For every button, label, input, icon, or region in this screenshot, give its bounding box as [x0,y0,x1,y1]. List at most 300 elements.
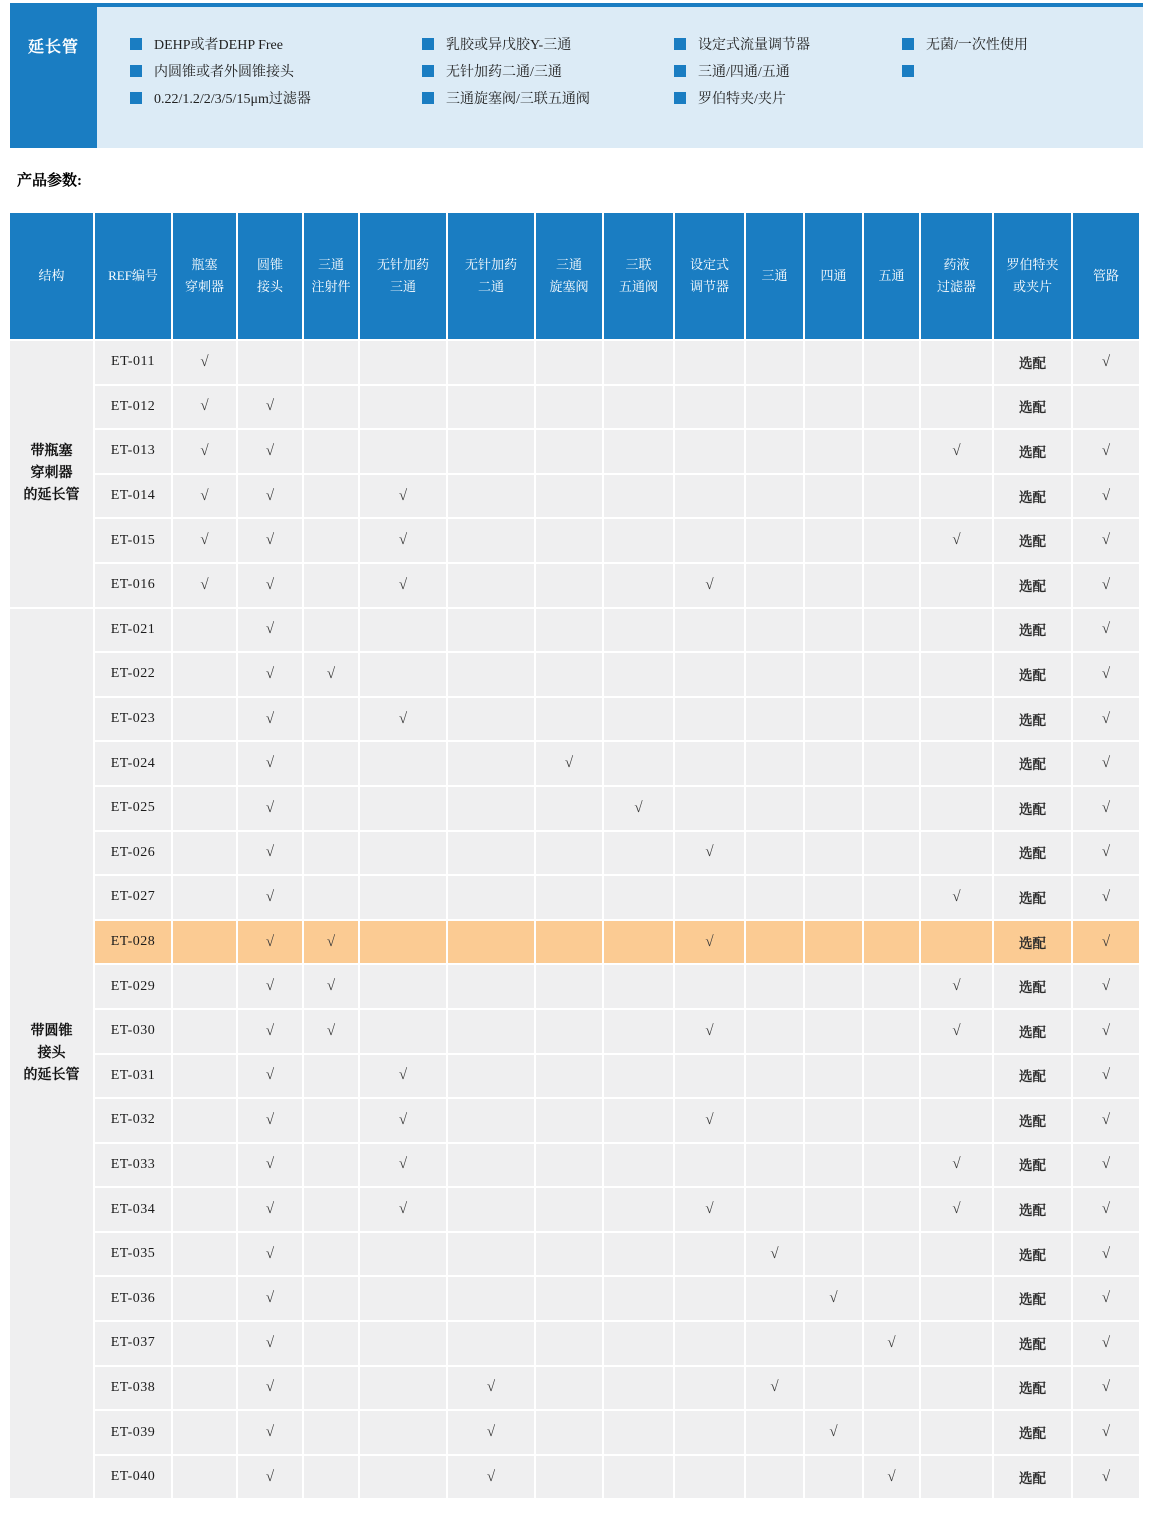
matrix-cell-regulator [675,1456,744,1499]
matrix-cell-cone [238,1010,302,1053]
check-mark: √ [1101,1022,1111,1039]
matrix-cell-piercer [173,1144,236,1187]
feature-bullet-label: DEHP或者DEHP Free [154,37,283,53]
matrix-cell-regulator [675,742,744,785]
table-row [10,1188,1139,1231]
matrix-cell-stopcock [536,609,602,652]
ref-code-cell: ET-012 [95,386,171,429]
feature-bullet [130,57,311,84]
matrix-cell-tubing [1073,1144,1139,1187]
column-header-tubing: 管路 [1073,213,1139,339]
matrix-cell-w3 [746,1277,803,1320]
check-mark: √ [1101,1379,1111,1396]
check-mark: √ [952,442,961,459]
matrix-cell-cone [238,1456,302,1499]
bullet-square-icon [674,38,686,50]
feature-bullet [674,57,810,84]
matrix-cell-filter [921,1411,992,1454]
matrix-cell-w4 [805,742,862,785]
check-mark: √ [265,532,275,549]
check-mark: √ [398,532,408,549]
matrix-cell-filter [921,1099,992,1142]
matrix-cell-regulator [675,341,744,384]
matrix-cell-tubing [1073,1010,1139,1053]
group-label-cell: 带瓶塞 穿刺器 的延长管 [10,341,93,607]
matrix-cell-w4 [805,1055,862,1098]
column-header-structure: 结构 [10,213,93,339]
table-row [10,1277,1139,1320]
table-row [10,1144,1139,1187]
check-mark: √ [1101,1201,1111,1218]
matrix-cell-cone [238,386,302,429]
matrix-cell-nf3 [360,1055,446,1098]
ref-code-cell: ET-035 [95,1233,171,1276]
check-mark: √ [705,1201,714,1218]
matrix-cell-filter [921,475,992,518]
matrix-cell-w4 [805,519,862,562]
feature-bullet-column [130,30,311,111]
check-mark: √ [326,1022,336,1039]
matrix-cell-stopcock [536,742,602,785]
check-mark: √ [265,442,275,459]
matrix-cell-nf3 [360,341,446,384]
matrix-cell-w5 [864,653,919,696]
matrix-cell-nf3 [360,1322,446,1365]
matrix-cell-clamp [994,1277,1071,1320]
ref-code-cell: ET-034 [95,1188,171,1231]
matrix-cell-piercer [173,519,236,562]
ref-code-cell: ET-016 [95,564,171,607]
table-row [10,564,1139,607]
check-mark: √ [265,844,275,861]
matrix-cell-regulator [675,386,744,429]
matrix-cell-w4 [805,1188,862,1231]
matrix-cell-injector [304,386,358,429]
matrix-cell-w3 [746,1456,803,1499]
check-mark: √ [265,621,275,638]
matrix-cell-regulator [675,1055,744,1098]
matrix-cell-w4 [805,832,862,875]
check-mark: √ [265,799,275,816]
matrix-cell-piercer [173,341,236,384]
check-mark: √ [705,933,714,950]
check-mark: √ [952,532,961,549]
matrix-cell-w3 [746,564,803,607]
matrix-cell-stopcock [536,787,602,830]
matrix-cell-nf2 [448,564,534,607]
matrix-cell-stopcock [536,1277,602,1320]
optional-label: 选配 [1019,1247,1046,1263]
ref-code-cell: ET-022 [95,653,171,696]
matrix-cell-tubing [1073,698,1139,741]
matrix-cell-clamp [994,1010,1071,1053]
matrix-cell-clamp [994,1322,1071,1365]
matrix-cell-nf2 [448,1055,534,1098]
matrix-cell-w4 [805,698,862,741]
optional-label: 选配 [1019,846,1046,862]
matrix-cell-filter [921,386,992,429]
table-row [10,475,1139,518]
check-mark: √ [398,710,408,727]
matrix-cell-triple5 [604,1010,673,1053]
matrix-cell-cone [238,1144,302,1187]
column-header-injector: 三通 注射件 [304,213,358,339]
table-row [10,742,1139,785]
matrix-cell-nf3 [360,742,446,785]
bullet-square-icon [422,92,434,104]
check-mark: √ [265,1379,275,1396]
matrix-cell-regulator [675,609,744,652]
matrix-cell-triple5 [604,653,673,696]
matrix-cell-triple5 [604,1055,673,1098]
optional-label: 选配 [1019,1024,1046,1040]
matrix-cell-nf2 [448,1233,534,1276]
matrix-cell-regulator [675,1233,744,1276]
optional-label: 选配 [1019,1336,1046,1352]
check-mark: √ [265,1201,275,1218]
ref-code-cell: ET-026 [95,832,171,875]
matrix-cell-piercer [173,1322,236,1365]
check-mark: √ [486,1379,496,1396]
optional-label: 选配 [1019,444,1046,460]
matrix-cell-piercer [173,876,236,919]
matrix-cell-cone [238,1322,302,1365]
check-mark: √ [265,398,275,415]
matrix-cell-w5 [864,1144,919,1187]
matrix-cell-piercer [173,1055,236,1098]
check-mark: √ [1101,844,1111,861]
matrix-cell-tubing [1073,921,1139,964]
matrix-cell-piercer [173,832,236,875]
matrix-cell-tubing [1073,1233,1139,1276]
matrix-cell-clamp [994,341,1071,384]
table-row [10,1055,1139,1098]
matrix-cell-filter [921,965,992,1008]
matrix-cell-nf2 [448,698,534,741]
column-header-nf2: 无针加药 二通 [448,213,534,339]
check-mark: √ [634,799,643,816]
bullet-square-icon [130,92,142,104]
check-mark: √ [265,1468,275,1485]
matrix-cell-nf2 [448,832,534,875]
matrix-cell-w5 [864,430,919,473]
matrix-cell-stopcock [536,1456,602,1499]
ref-code-cell: ET-028 [95,921,171,964]
optional-label: 选配 [1019,1113,1046,1129]
matrix-cell-nf3 [360,876,446,919]
matrix-cell-nf2 [448,965,534,1008]
matrix-cell-clamp [994,1144,1071,1187]
table-row [10,1456,1139,1499]
matrix-cell-cone [238,1188,302,1231]
matrix-cell-piercer [173,653,236,696]
matrix-cell-injector [304,698,358,741]
matrix-cell-injector [304,965,358,1008]
check-mark: √ [887,1334,896,1351]
matrix-cell-injector [304,876,358,919]
check-mark: √ [887,1468,896,1485]
optional-label: 选配 [1019,1069,1046,1085]
matrix-cell-w4 [805,1456,862,1499]
matrix-cell-injector [304,1099,358,1142]
matrix-cell-stopcock [536,519,602,562]
matrix-cell-piercer [173,965,236,1008]
matrix-cell-triple5 [604,609,673,652]
check-mark: √ [705,844,714,861]
matrix-cell-stopcock [536,832,602,875]
matrix-cell-cone [238,876,302,919]
check-mark: √ [1101,1245,1111,1262]
group-label-cell: 带圆锥 接头 的延长管 [10,609,93,1499]
matrix-cell-filter [921,832,992,875]
matrix-cell-tubing [1073,1411,1139,1454]
check-mark: √ [1101,755,1111,772]
matrix-cell-w5 [864,1411,919,1454]
matrix-cell-injector [304,1277,358,1320]
matrix-cell-triple5 [604,921,673,964]
matrix-cell-triple5 [604,1456,673,1499]
matrix-cell-piercer [173,1456,236,1499]
matrix-cell-tubing [1073,653,1139,696]
matrix-cell-w3 [746,742,803,785]
matrix-cell-cone [238,430,302,473]
matrix-cell-nf3 [360,653,446,696]
column-header-ref: REF编号 [95,213,171,339]
matrix-cell-nf2 [448,921,534,964]
matrix-cell-filter [921,1456,992,1499]
matrix-cell-piercer [173,609,236,652]
check-mark: √ [265,487,275,504]
column-header-piercer: 瓶塞 穿刺器 [173,213,236,339]
matrix-cell-nf3 [360,787,446,830]
matrix-cell-tubing [1073,609,1139,652]
matrix-cell-regulator [675,1010,744,1053]
matrix-cell-w3 [746,653,803,696]
matrix-cell-triple5 [604,698,673,741]
matrix-cell-w3 [746,1188,803,1231]
matrix-cell-w4 [805,475,862,518]
check-mark: √ [952,1156,961,1173]
matrix-cell-stopcock [536,1099,602,1142]
matrix-cell-clamp [994,1188,1071,1231]
check-mark: √ [952,1201,961,1218]
matrix-cell-triple5 [604,965,673,1008]
matrix-cell-clamp [994,475,1071,518]
check-mark: √ [705,576,714,593]
matrix-cell-nf2 [448,341,534,384]
matrix-cell-piercer [173,430,236,473]
matrix-cell-stopcock [536,1055,602,1098]
matrix-cell-w3 [746,965,803,1008]
matrix-cell-filter [921,742,992,785]
matrix-cell-piercer [173,787,236,830]
check-mark: √ [326,665,336,682]
feature-bullet-label: 设定式流量调节器 [698,37,810,53]
check-mark: √ [486,1468,496,1485]
check-mark: √ [398,1111,408,1128]
matrix-cell-injector [304,787,358,830]
matrix-cell-cone [238,1277,302,1320]
matrix-cell-cone [238,965,302,1008]
table-row [10,386,1139,429]
check-mark: √ [398,576,408,593]
table-row [10,653,1139,696]
matrix-cell-stopcock [536,564,602,607]
matrix-cell-injector [304,1144,358,1187]
check-mark: √ [265,1111,275,1128]
matrix-cell-filter [921,341,992,384]
matrix-cell-w4 [805,1010,862,1053]
matrix-cell-tubing [1073,1322,1139,1365]
matrix-cell-regulator [675,1322,744,1365]
check-mark: √ [1101,1111,1111,1128]
matrix-cell-nf2 [448,1277,534,1320]
matrix-cell-filter [921,1188,992,1231]
optional-label: 选配 [1019,355,1046,371]
ref-code-cell: ET-021 [95,609,171,652]
matrix-cell-nf2 [448,1456,534,1499]
section-title: 产品参数: [17,173,82,189]
matrix-cell-injector [304,519,358,562]
check-mark: √ [1101,487,1111,504]
matrix-cell-w4 [805,609,862,652]
matrix-cell-w4 [805,653,862,696]
matrix-cell-nf3 [360,1411,446,1454]
matrix-cell-injector [304,653,358,696]
optional-label: 选配 [1019,667,1046,683]
matrix-cell-stopcock [536,341,602,384]
table-row [10,1411,1139,1454]
matrix-cell-w3 [746,1322,803,1365]
matrix-cell-injector [304,1456,358,1499]
matrix-cell-nf2 [448,1010,534,1053]
check-mark: √ [265,1156,275,1173]
matrix-cell-injector [304,1411,358,1454]
feature-bullet-label: 乳胶或异戊胶Y-三通 [446,37,572,53]
matrix-cell-cone [238,1099,302,1142]
matrix-cell-filter [921,519,992,562]
ref-code-cell: ET-036 [95,1277,171,1320]
matrix-cell-w5 [864,876,919,919]
feature-bullet-column [902,30,1028,84]
matrix-cell-regulator [675,1099,744,1142]
matrix-cell-piercer [173,1277,236,1320]
feature-bullet-label: 罗伯特夹/夹片 [698,91,786,107]
matrix-cell-regulator [675,564,744,607]
matrix-cell-tubing [1073,965,1139,1008]
matrix-cell-w4 [805,341,862,384]
matrix-cell-cone [238,475,302,518]
ref-code-cell: ET-038 [95,1367,171,1410]
matrix-cell-regulator [675,1411,744,1454]
ref-code-cell: ET-023 [95,698,171,741]
check-mark: √ [265,888,275,905]
matrix-cell-filter [921,430,992,473]
optional-label: 选配 [1019,1470,1046,1486]
matrix-cell-filter [921,609,992,652]
bullet-square-icon [422,65,434,77]
matrix-cell-tubing [1073,386,1139,429]
matrix-cell-nf3 [360,1367,446,1410]
matrix-cell-clamp [994,1233,1071,1276]
feature-bullet [422,57,590,84]
check-mark: √ [770,1245,779,1262]
bullet-square-icon [130,38,142,50]
matrix-cell-w4 [805,1099,862,1142]
matrix-cell-w5 [864,742,919,785]
check-mark: √ [398,487,408,504]
matrix-cell-nf2 [448,653,534,696]
table-row [10,965,1139,1008]
matrix-cell-filter [921,921,992,964]
check-mark: √ [265,755,275,772]
check-mark: √ [200,487,209,504]
matrix-cell-filter [921,1144,992,1187]
matrix-cell-piercer [173,1233,236,1276]
matrix-cell-regulator [675,475,744,518]
ref-code-cell: ET-025 [95,787,171,830]
matrix-cell-regulator [675,698,744,741]
check-mark: √ [265,933,275,950]
check-mark: √ [265,1290,275,1307]
check-mark: √ [1101,710,1111,727]
matrix-cell-tubing [1073,564,1139,607]
matrix-cell-cone [238,653,302,696]
optional-label: 选配 [1019,1158,1046,1174]
matrix-cell-w4 [805,876,862,919]
table-row [10,1322,1139,1365]
matrix-cell-w4 [805,430,862,473]
matrix-cell-tubing [1073,1456,1139,1499]
table-row [10,1010,1139,1053]
bullet-square-icon [902,65,914,77]
check-mark: √ [398,1156,408,1173]
check-mark: √ [1101,576,1111,593]
matrix-cell-nf2 [448,475,534,518]
bullet-square-icon [674,65,686,77]
matrix-cell-tubing [1073,1055,1139,1098]
matrix-cell-nf3 [360,386,446,429]
check-mark: √ [1101,933,1111,950]
column-header-w3: 三通 [746,213,803,339]
matrix-cell-w3 [746,386,803,429]
matrix-cell-nf2 [448,386,534,429]
optional-label: 选配 [1019,757,1046,773]
matrix-cell-clamp [994,832,1071,875]
bullet-square-icon [902,38,914,50]
matrix-cell-nf2 [448,1411,534,1454]
matrix-cell-injector [304,609,358,652]
feature-bullet [422,84,590,111]
matrix-cell-injector [304,1010,358,1053]
matrix-cell-tubing [1073,1188,1139,1231]
check-mark: √ [705,1022,714,1039]
matrix-cell-w5 [864,965,919,1008]
matrix-cell-clamp [994,609,1071,652]
check-mark: √ [326,978,336,995]
matrix-cell-w5 [864,1099,919,1142]
matrix-cell-clamp [994,921,1071,964]
matrix-cell-regulator [675,1188,744,1231]
matrix-cell-w5 [864,698,919,741]
table-row [10,787,1139,830]
check-mark: √ [265,710,275,727]
matrix-cell-nf3 [360,1144,446,1187]
matrix-cell-nf3 [360,564,446,607]
matrix-cell-triple5 [604,1411,673,1454]
matrix-cell-w3 [746,698,803,741]
matrix-cell-clamp [994,698,1071,741]
